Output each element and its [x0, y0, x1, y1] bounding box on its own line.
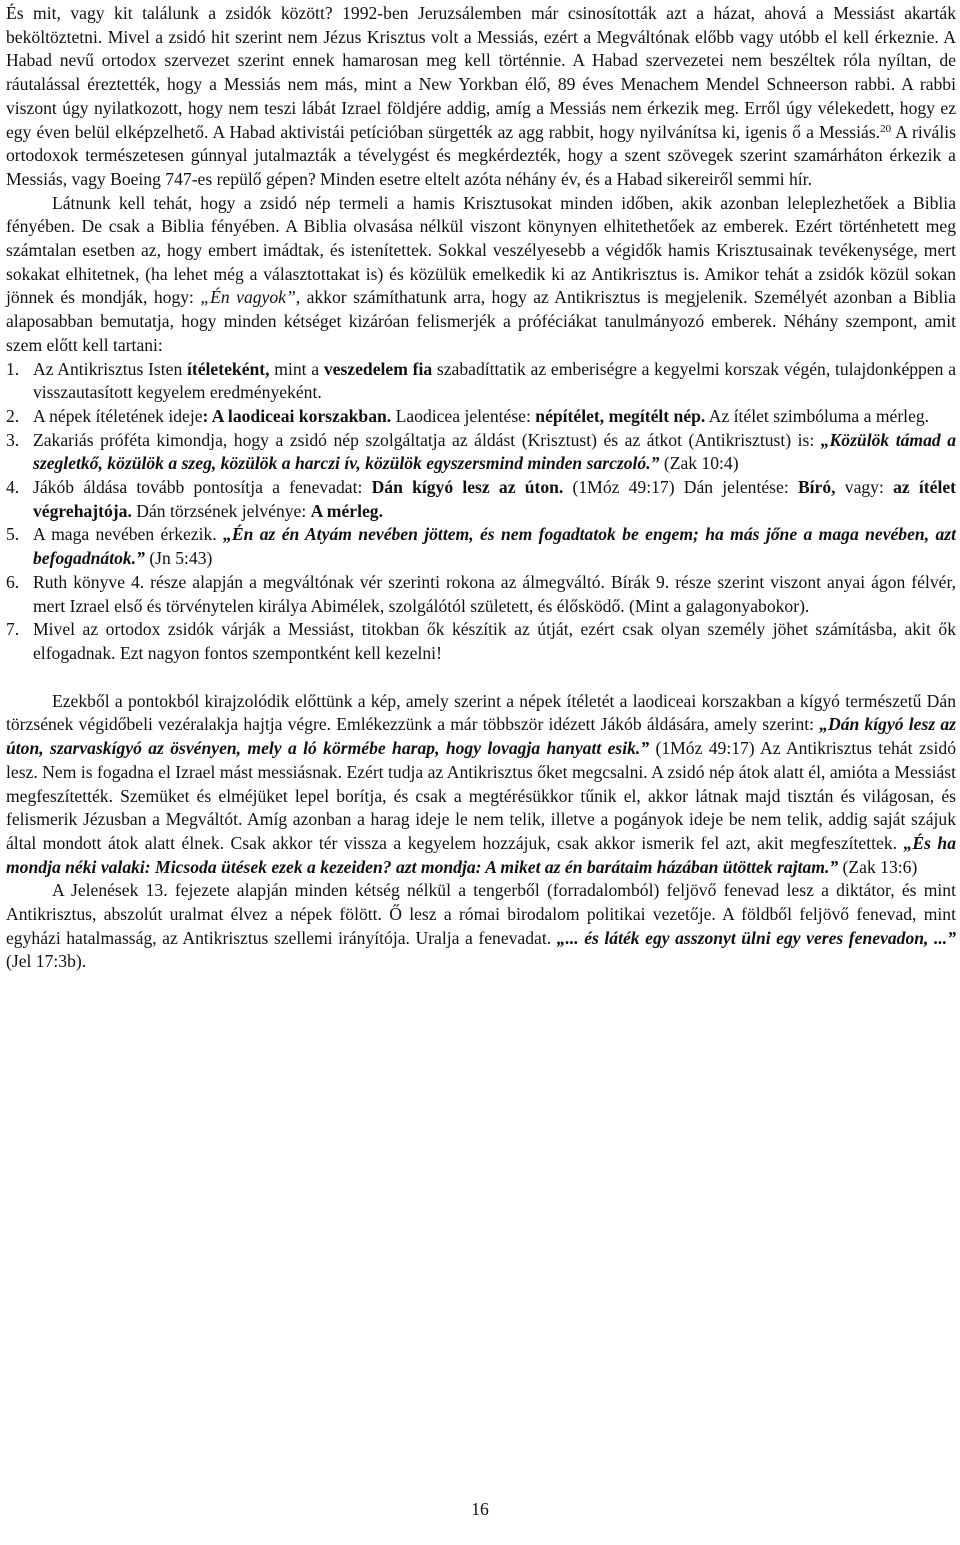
text-run: mint a	[269, 358, 324, 379]
list-item	[6, 358, 956, 405]
text-run: (Zak 13:6)	[838, 856, 918, 877]
list-item	[6, 571, 956, 618]
list-item-number: 7.	[6, 619, 20, 640]
page-number: 16	[471, 1499, 489, 1519]
list-item	[6, 476, 956, 523]
list-item	[6, 523, 956, 570]
text-run: Az ítélet szimbóluma a mérleg.	[705, 405, 930, 426]
antichrist-points-list	[6, 358, 956, 666]
intro-paragraph	[6, 2, 956, 192]
list-item	[6, 429, 956, 476]
emphasis-text: Dán kígyó lesz az úton.	[371, 477, 564, 498]
list-item-number: 3.	[6, 429, 20, 450]
text-run: Dán törzsének jelvénye:	[131, 500, 311, 521]
text-run: Laodicea jelentése:	[391, 405, 536, 426]
text-run: Jákób áldása tovább pontosítja a fenevadat:	[33, 477, 372, 498]
emphasis-text: „Közülök támad a szegletkő, közülök a szeg, közülök a harczi ív, közülök egyszersmind minden sarczoló.”	[33, 429, 956, 474]
footnote-ref: 20	[880, 122, 892, 135]
text-run: A rivális ortodoxok természetesen gúnnyal jutalmazták a tévelygést és megkérdezték, hogy a szent szövegek szerint szamárháton érkezik a Messiás, vagy Boeing 747-es repülő gépen? Minden esetre eltelt azóta néhány év, és a Habad sikereiről semmi hír.	[6, 121, 956, 189]
emphasis-text: népítélet, megítélt nép.	[535, 405, 706, 426]
text-run: (1Móz 49:17) Az Antikrisztus tehát zsidó lesz. Nem is fogadna el Izrael mást messiásnak. Ezért tudja az Antikrisztus őket megcsalni. A zsidó nép átok alatt él, amióta a Messiást megfeszítették. Szemüket és elméjüket lepel borítja, és csak a megtérésükkor tűnik el, akkor látnak majd tisztán és világosan, és felismerik Jézusban a Megváltót. Amíg azonban a harag ideje le nem telik, illetve a pogányok ideje be nem telik, addig saját szájuk által mondott átok alatt élnek. Csak akkor tér vissza a kegyelem hozzájuk, csak akkor ismerik fel azt, akit megfeszítettek.	[6, 738, 956, 853]
emphasis-text: : A laodiceai korszakban.	[202, 405, 392, 426]
text-run: (Jel 17:3b).	[6, 951, 87, 972]
paragraph-false-christs	[6, 192, 956, 358]
text-run: Mivel az ortodox zsidók várják a Messiást, titokban ők készítik az útját, ezért csak olyan személy jöhet számításba, akit ők elfogadnak. Ezt nagyon fontos szempontként kell kezelni!	[33, 619, 956, 663]
text-run: (Jn 5:43)	[144, 548, 213, 569]
text-run: És mit, vagy kit találunk a zsidók között? 1992-ben Jeruzsálemben már csinosították azt a házat, ahová a Messiást akarták beköltöztetni. Mivel a zsidó hit szerint nem Jézus Krisztus volt a Messiás, ezért a Megváltónak előbb vagy utóbb el kell érkeznie. A Habad nevű ortodox szervezet szerint ennek hamarosan meg kell történnie. A Habad szervezetei nem beszéltek róla nyíltan, de ráutalással éreztették, hogy a Messiás nem más, mint a New Yorkban élő, 89 éves Menachem Mendel Schneerson rabbi. A rabbi viszont úgy nyilatkozott, hogy nem teszi lábát Izrael földjére addig, amíg a Messiás nem érkezik meg. Erről úgy vélekedett, hogy ez egy éven belül elképzelhető. A Habad aktivistái petícióban sürgették az agg rabbit, hogy nyilvánítsa ki, igenis ő a Messiás.	[6, 3, 956, 142]
list-item-number: 1.	[6, 358, 20, 379]
text-run: A népek ítéletének ideje	[33, 405, 203, 426]
paragraph-picture	[6, 690, 956, 880]
emphasis-text: A mérleg.	[310, 500, 383, 521]
paragraph-revelation	[6, 879, 956, 974]
emphasis-text: veszedelem fia	[323, 358, 433, 379]
text-run: (Zak 10:4)	[659, 453, 739, 474]
text-run: Ezekből a pontokból kirajzolódik előttünk a kép, amely szerint a népek ítéletét a laodiceai korszakban a kígyó természetű Dán törzsének végidőbeli vezéralakja hajtja végre. Emlékezzünk a már többször idézett Jákób áldására, amely szerint:	[6, 690, 956, 735]
text-run: Zakariás próféta kimondja, hogy a zsidó nép szolgáltatja az áldást (Krisztust) és az átkot (Antikrisztust) is:	[33, 429, 821, 450]
emphasis-text: „Én vagyok”	[200, 287, 296, 308]
emphasis-text: „Én az én Atyám nevében jöttem, és nem fogadtatok be engem; ha más jőne a maga nevében, azt befogadnátok.”	[33, 524, 956, 569]
text-run: Az Antikrisztus Isten	[33, 358, 187, 379]
emphasis-text: „És ha mondja néki valaki: Micsoda ütések ezek a kezeiden? azt mondja: A miket az én barátaim házában ütöttek rajtam.”	[6, 832, 957, 877]
list-item	[6, 618, 956, 665]
emphasis-text: ítéleteként,	[186, 358, 270, 379]
list-item-number: 5.	[6, 524, 20, 545]
text-run: (1Móz 49:17) Dán jelentése:	[563, 477, 798, 498]
text-run: Látnunk kell tehát, hogy a zsidó nép termeli a hamis Krisztusokat minden időben, akik azonban leleplezhetőek a Biblia fényében. De csak a Biblia fényében. A Biblia olvasása nélkül viszont könynyen elhitethetőek az emberek. Ezért történhetett meg számtalan esetben az, hogy embert imádtak, és istenítettek. Sokkal veszélyesebb a végidők hamis Krisztusainak tevékenysége, mert sokakat elhitetnek, (ha lehet még a választottakat is) és közülük emelkedik ki az Antikrisztus is. Amikor tehát a zsidók közül sokan jönnek és mondják, hogy:	[6, 192, 956, 308]
emphasis-text: az ítélet végrehajtója.	[33, 477, 956, 521]
text-run: A maga nevében érkezik.	[33, 524, 224, 545]
text-run: Ruth könyve 4. része alapján a megváltónak vér szerinti rokona az álmegváltó. Bírák 9. része szerint viszont anyai ágon félvér, mert Izrael első és törvénytelen királya Abimélek, szolgálótól született, és élősködő. (Mint a galagonyabokor).	[33, 571, 956, 616]
text-run: szabadíttatik az emberiségre a kegyelmi korszak végén, tulajdonképpen a visszautasított kegyelem eredményeként.	[33, 358, 957, 403]
text-run: A Jelenések 13. fejezete alapján minden kétség nélkül a tengerből (forradalomból) feljövő fenevad lesz a diktátor, és mint Antikrisztus, abszolút uralmat élvez a népek fölött. Ő lesz a római birodalom politikai vezetője. A földből feljövő fenevad, mint egyházi hatalmasság, az Antikrisztus szellemi irányítója. Uralja a fenevadat.	[6, 880, 956, 948]
text-run: , akkor számíthatunk arra, hogy az Antikrisztus is megjelenik. Személyét azonban a Biblia alaposabban bemutatja, hogy minden kétséget kizáróan felismerjék a próféciákat tanulmányozó emberek. Néhány szempont, amit szem előtt kell tartani:	[6, 287, 956, 355]
text-run: vagy:	[835, 477, 894, 498]
list-item	[6, 405, 956, 429]
list-item-number: 4.	[6, 477, 20, 498]
emphasis-text: „... és láték egy asszonyt ülni egy veres fenevadon, ...”	[556, 927, 956, 948]
list-item-number: 2.	[6, 405, 20, 426]
list-item-number: 6.	[6, 571, 20, 592]
emphasis-text: „Dán kígyó lesz az úton, szarvaskígyó az ösvényen, mely a ló körmébe harap, hogy lovagja hanyatt esik.”	[6, 714, 956, 759]
emphasis-text: Bíró,	[797, 477, 836, 498]
